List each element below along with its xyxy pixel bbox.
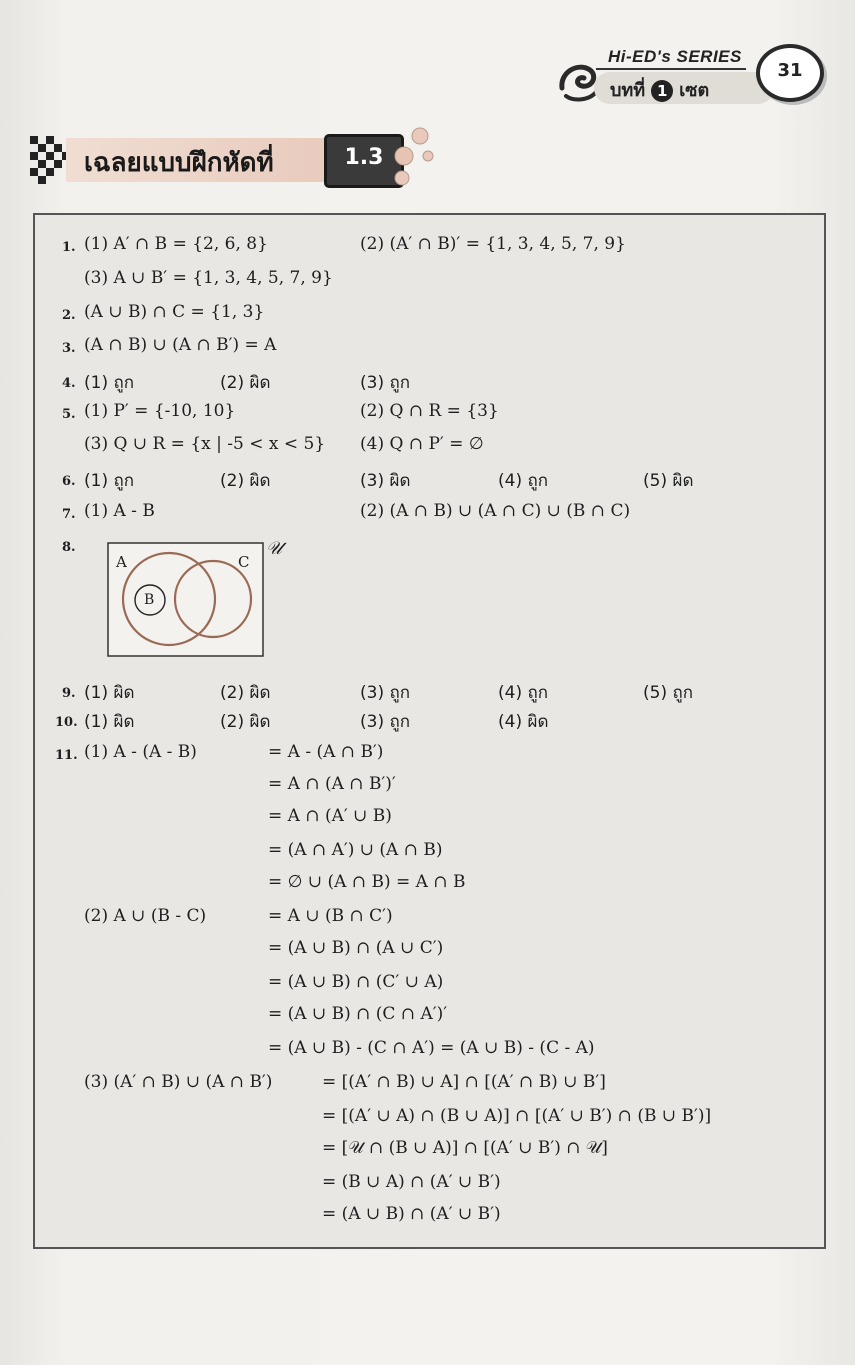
proof-1-step: = ∅ ∪ (A ∩ B) = A ∩ B — [268, 872, 466, 892]
answer-q3: (A ∩ B) ∪ (A ∩ B′) = A — [84, 335, 277, 355]
answer-q9-5: (5) ถูก — [643, 683, 694, 703]
answer-q7-1: (1) A - B — [84, 501, 155, 521]
venn-diagram — [107, 542, 287, 660]
chapter-heading — [610, 75, 709, 104]
answer-q10-1: (1) ผิด — [84, 712, 135, 732]
proof-3-step: = [(A′ ∩ B) ∪ A] ∩ [(A′ ∩ B) ∪ B′] — [322, 1072, 606, 1092]
answer-q1-1: (1) A′ ∩ B = {2, 6, 8} — [84, 234, 268, 254]
page-header — [556, 44, 826, 106]
question-number: 5. — [62, 407, 76, 422]
series-title: Hi-ED's SERIES — [608, 47, 742, 66]
answer-q1-2: (2) (A′ ∩ B)′ = {1, 3, 4, 5, 7, 9} — [360, 234, 626, 254]
answer-q4-1: (1) ถูก — [84, 373, 135, 393]
proof-1-step: = A - (A ∩ B′) — [268, 742, 384, 762]
proof-3-step: = (B ∪ A) ∩ (A′ ∪ B′) — [322, 1172, 501, 1192]
chapter-label: บทที่ — [610, 80, 646, 101]
proof-2-step: = (A ∪ B) ∩ (C ∩ A′)′ — [268, 1004, 448, 1024]
proof-2-step: = (A ∪ B) ∩ (C′ ∪ A) — [268, 972, 444, 992]
answer-q5-2: (2) Q ∩ R = {3} — [360, 401, 499, 421]
answer-q4-2: (2) ผิด — [220, 373, 271, 393]
answer-q9-2: (2) ผิด — [220, 683, 271, 703]
answer-q6-1: (1) ถูก — [84, 471, 135, 491]
question-number: 10. — [55, 715, 78, 730]
venn-label-b: B — [144, 592, 155, 608]
answer-q6-2: (2) ผิด — [220, 471, 271, 491]
answer-q10-4: (4) ผิด — [498, 712, 549, 732]
proof-3-step: = (A ∪ B) ∩ (A′ ∪ B′) — [322, 1204, 501, 1224]
question-number: 4. — [62, 376, 76, 391]
answer-q5-1: (1) P′ = {-10, 10} — [84, 401, 236, 421]
answer-q6-3: (3) ผิด — [360, 471, 411, 491]
chapter-number: 1 — [651, 80, 673, 102]
page-number-badge — [756, 44, 824, 102]
proof-3-lhs: (3) (A′ ∩ B) ∪ (A ∩ B′) — [84, 1072, 273, 1092]
answer-q5-3: (3) Q ∪ R = {x | -5 < x < 5} — [84, 434, 326, 454]
page-number: 31 — [777, 60, 803, 81]
question-number: 7. — [62, 507, 76, 522]
answer-q1-3: (3) A ∪ B′ = {1, 3, 4, 5, 7, 9} — [84, 268, 333, 288]
question-number: 6. — [62, 474, 76, 489]
chapter-title: เซต — [679, 80, 710, 101]
proof-3-step: = [(A′ ∪ A) ∩ (B ∪ A)] ∩ [(A′ ∪ B′) ∩ (B ∪ B′)] — [322, 1106, 712, 1126]
proof-3-step: = [𝒰 ∩ (B ∪ A)] ∩ [(A′ ∪ B′) ∩ 𝒰] — [322, 1138, 608, 1158]
answer-q10-3: (3) ถูก — [360, 712, 411, 732]
proof-1-step: = (A ∩ A′) ∪ (A ∩ B) — [268, 840, 443, 860]
header-rule — [596, 68, 746, 70]
answer-q9-3: (3) ถูก — [360, 683, 411, 703]
proof-2-step: = (A ∪ B) ∩ (A ∪ C′) — [268, 938, 444, 958]
question-number: 3. — [62, 341, 76, 356]
proof-1-step: = A ∩ (A′ ∪ B) — [268, 806, 392, 826]
answer-q4-3: (3) ถูก — [360, 373, 411, 393]
question-number: 2. — [62, 308, 76, 323]
question-number: 9. — [62, 686, 76, 701]
proof-1-step: = A ∩ (A ∩ B′)′ — [268, 774, 396, 794]
answer-q10-2: (2) ผิด — [220, 712, 271, 732]
answer-q5-4: (4) Q ∩ P′ = ∅ — [360, 434, 484, 454]
answer-q7-2: (2) (A ∩ B) ∪ (A ∩ C) ∪ (B ∩ C) — [360, 501, 631, 521]
decorative-dots-icon — [390, 126, 440, 190]
answer-q9-1: (1) ผิด — [84, 683, 135, 703]
proof-2-step: = A ∪ (B ∩ C′) — [268, 906, 393, 926]
answer-q6-5: (5) ผิด — [643, 471, 694, 491]
proof-2-step: = (A ∪ B) - (C ∩ A′) = (A ∪ B) - (C - A) — [268, 1038, 595, 1058]
proof-1-lhs: (1) A - (A - B) — [84, 742, 197, 762]
venn-label-a: A — [116, 553, 127, 571]
venn-label-c: C — [238, 553, 250, 571]
venn-label-universe: 𝒰 — [266, 538, 283, 559]
answer-q9-4: (4) ถูก — [498, 683, 549, 703]
question-number: 1. — [62, 240, 76, 255]
exercise-number: 1.3 — [344, 145, 384, 170]
proof-2-lhs: (2) A ∪ (B - C) — [84, 906, 207, 926]
question-number: 11. — [55, 748, 78, 763]
answer-q6-4: (4) ถูก — [498, 471, 549, 491]
question-number: 8. — [62, 540, 76, 555]
answer-box — [33, 213, 826, 1249]
page-title: เฉลยแบบฝึกหัดที่ — [84, 148, 274, 178]
chapter-pill — [594, 72, 774, 104]
answer-q2: (A ∪ B) ∩ C = {1, 3} — [84, 302, 265, 322]
